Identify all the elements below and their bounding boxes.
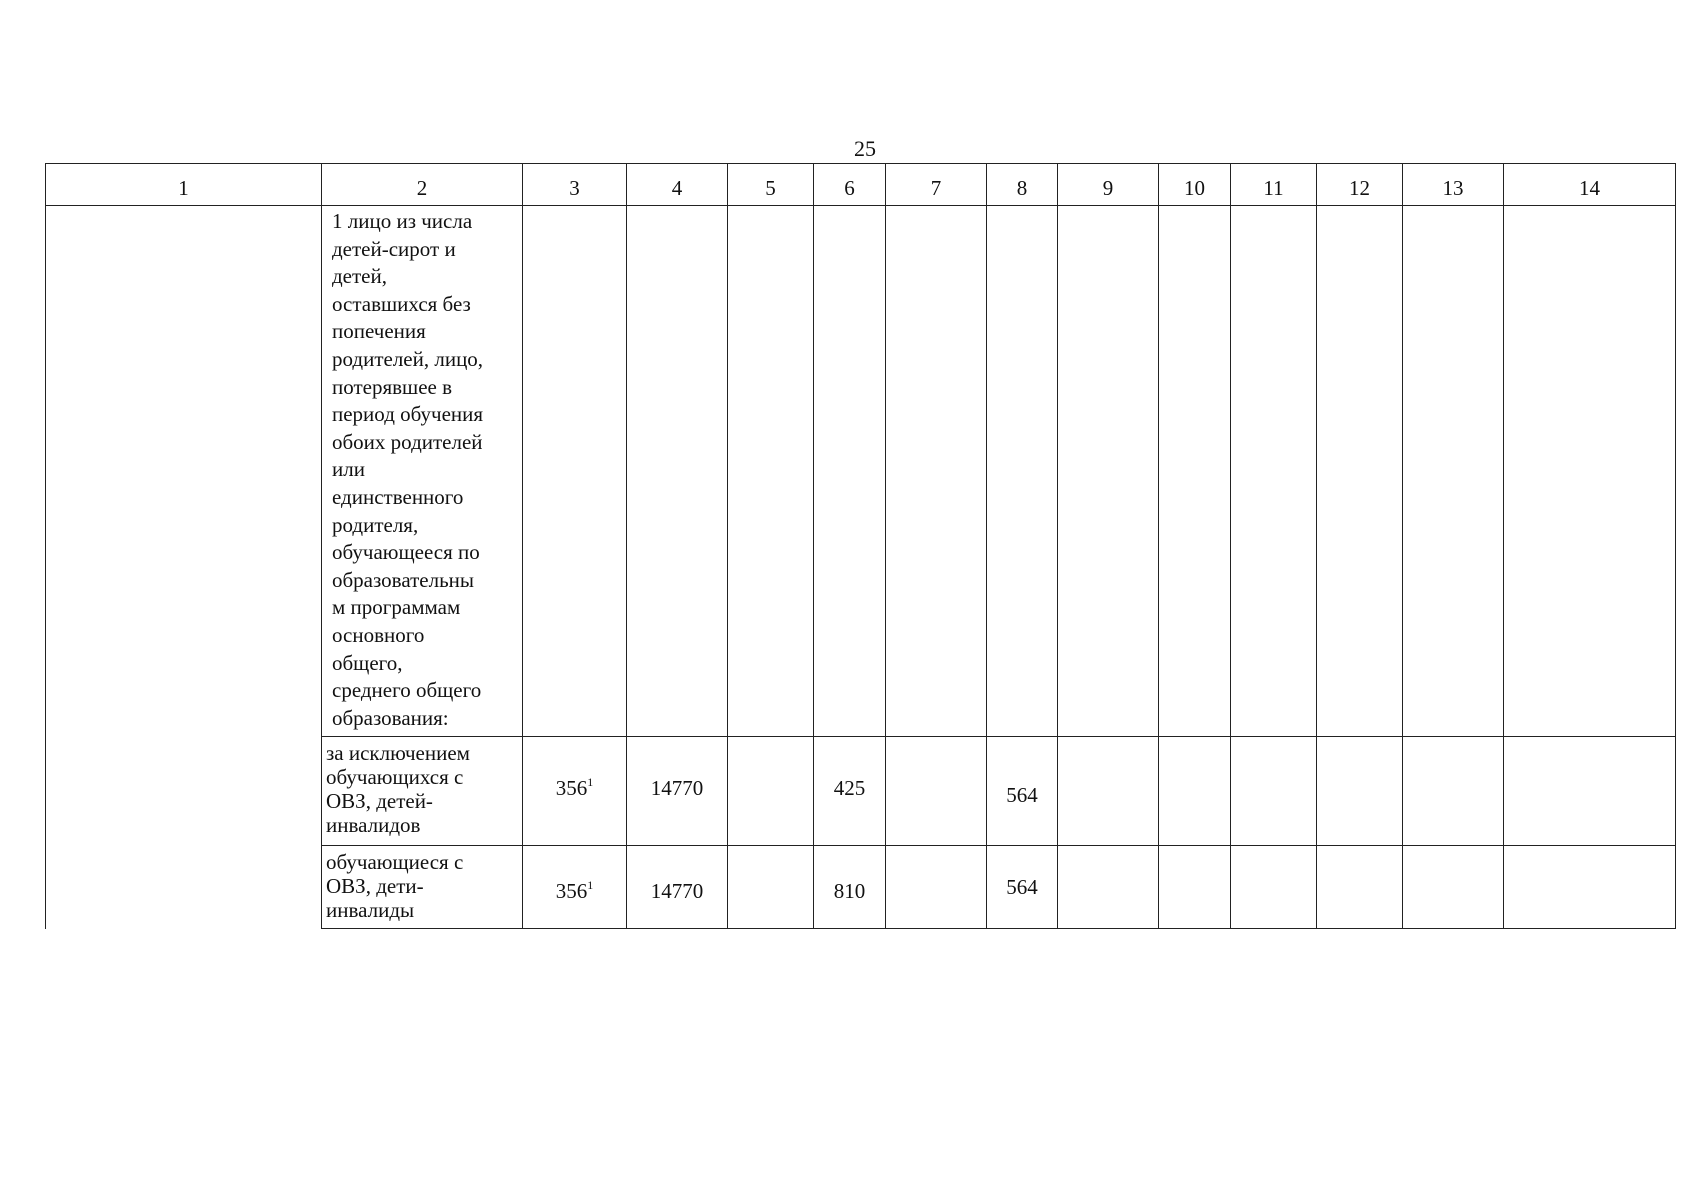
category-line: родителей, лицо,	[332, 346, 484, 371]
category-column-1-cell	[46, 206, 322, 929]
category-line: общего,	[332, 650, 403, 675]
column-header-5: 5	[728, 164, 814, 206]
row-label-line: инвалиды	[326, 898, 415, 922]
category-line: детей,	[332, 264, 387, 289]
column-header-7: 7	[886, 164, 987, 206]
footnote-marker: 1	[587, 775, 594, 789]
column-header-8: 8	[987, 164, 1058, 206]
column-header-2: 2	[322, 164, 523, 206]
col3-value-cell	[523, 846, 627, 929]
category-line: период обучения	[332, 402, 484, 427]
col11-value-cell	[1231, 737, 1317, 846]
col6-value: 425	[833, 775, 866, 800]
column-header-4: 4	[627, 164, 728, 206]
row-label-cell	[322, 846, 523, 929]
column-header-6: 6	[814, 164, 886, 206]
category-line: или	[332, 457, 365, 482]
col3-value-wrap	[556, 776, 594, 800]
col4-value-cell	[627, 846, 728, 929]
column-header-1: 1	[46, 164, 322, 206]
table-cell	[627, 206, 728, 737]
col3-value-cell	[523, 737, 627, 846]
col5-value-cell	[728, 846, 814, 929]
column-header-9: 9	[1058, 164, 1159, 206]
col13-value-cell	[1403, 737, 1504, 846]
table-cell	[1504, 206, 1676, 737]
category-line: обучающееся по	[332, 540, 480, 565]
row-label-line: за исключением	[326, 741, 470, 765]
column-number-header-row	[46, 164, 1676, 206]
category-line: потерявшее в	[332, 374, 453, 399]
table-cell	[523, 206, 627, 737]
table-cell	[814, 206, 886, 737]
col4-value: 14770	[650, 775, 704, 800]
table-cell	[728, 206, 814, 737]
table-cell	[1159, 206, 1231, 737]
col8-value: 564	[1006, 874, 1038, 899]
column-header-10: 10	[1159, 164, 1231, 206]
column-header-3: 3	[523, 164, 627, 206]
column-header-11: 11	[1231, 164, 1317, 206]
row-label-line: ОВЗ, дети-	[326, 874, 424, 898]
col3-value: 356	[555, 776, 588, 800]
category-line: 1 лицо из числа	[332, 209, 473, 233]
category-line: родителя,	[332, 512, 419, 537]
table-cell	[886, 206, 987, 737]
column-header-13: 13	[1403, 164, 1504, 206]
category-line: обоих родителей	[332, 429, 483, 454]
col3-value: 356	[555, 879, 588, 903]
table-cell	[1231, 206, 1317, 737]
col6-value: 810	[833, 878, 866, 903]
col4-value-cell	[627, 737, 728, 846]
category-line: основного	[332, 622, 425, 647]
category-line: единственного	[332, 484, 464, 509]
category-line: детей-сирот и	[332, 236, 456, 261]
category-line: образования:	[332, 705, 449, 730]
table-cell	[1058, 206, 1159, 737]
row-label-line: обучающихся с	[326, 765, 464, 789]
category-line: образовательны	[332, 567, 474, 592]
column-header-12: 12	[1317, 164, 1403, 206]
category-line: м программам	[332, 595, 461, 620]
footnote-marker: 1	[587, 878, 594, 892]
col6-value-cell	[814, 737, 886, 846]
col8-value-cell	[987, 846, 1058, 929]
table-cell	[1317, 206, 1403, 737]
col10-value-cell	[1159, 846, 1231, 929]
category-line: оставшихся без	[332, 291, 471, 316]
col4-value: 14770	[650, 878, 704, 903]
data-table	[45, 163, 1676, 929]
col14-value-cell	[1504, 846, 1676, 929]
col11-value-cell	[1231, 846, 1317, 929]
col12-value-cell	[1317, 846, 1403, 929]
category-description-cell	[322, 206, 523, 737]
col7-value-cell	[886, 737, 987, 846]
col3-value-wrap	[556, 879, 594, 903]
col7-value-cell	[886, 846, 987, 929]
col9-value-cell	[1058, 846, 1159, 929]
col14-value-cell	[1504, 737, 1676, 846]
table-cell	[1403, 206, 1504, 737]
row-label-line: инвалидов	[326, 813, 421, 837]
category-line: среднего общего	[332, 678, 482, 703]
row-label-line: обучающиеся с	[326, 850, 464, 874]
row-label-cell	[322, 737, 523, 846]
category-row	[46, 206, 1676, 737]
col8-value-cell	[987, 737, 1058, 846]
table-cell	[987, 206, 1058, 737]
row-label-line: ОВЗ, детей-	[326, 789, 433, 813]
col13-value-cell	[1403, 846, 1504, 929]
column-header-14: 14	[1504, 164, 1676, 206]
col8-value: 564	[1006, 782, 1038, 807]
col12-value-cell	[1317, 737, 1403, 846]
page-number: 25	[854, 136, 876, 161]
col9-value-cell	[1058, 737, 1159, 846]
col10-value-cell	[1159, 737, 1231, 846]
col5-value-cell	[728, 737, 814, 846]
category-line: попечения	[332, 319, 426, 344]
col6-value-cell	[814, 846, 886, 929]
